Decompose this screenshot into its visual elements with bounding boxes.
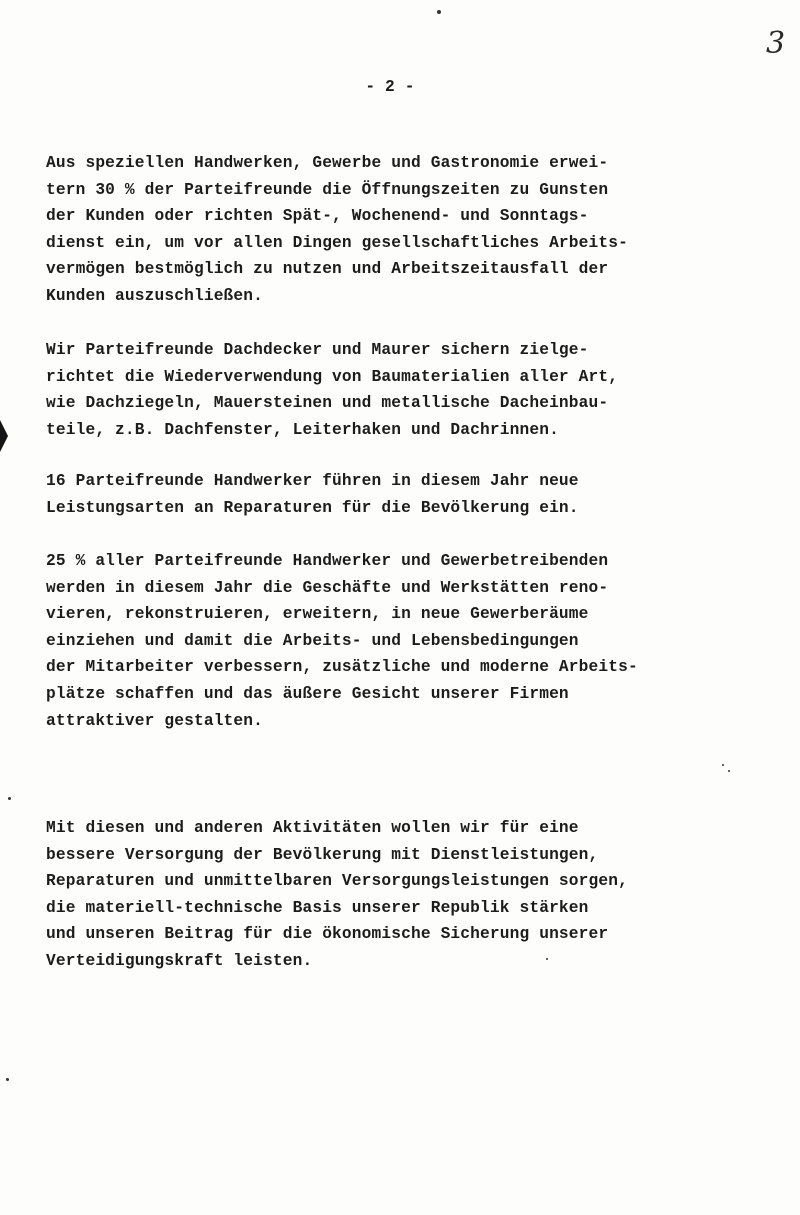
handwritten-page-number: 3 — [766, 26, 786, 61]
text-line: plätze schaffen und das äußere Gesicht unserer Firmen — [46, 684, 569, 703]
paragraph-renovation — [46, 548, 786, 734]
text-line: bessere Versorgung der Bevölkerung mit Dienstleistungen, — [46, 845, 599, 864]
text-line: die materiell-technische Basis unserer Republik stärken — [46, 898, 589, 917]
text-line: dienst ein, um vor allen Dingen gesellschaftliches Arbeits- — [46, 233, 628, 252]
page-number: - 2 - — [365, 78, 415, 96]
text-line: Verteidigungskraft leisten. — [46, 951, 313, 970]
text-line: Reparaturen und unmittelbaren Versorgungsleistungen sorgen, — [46, 872, 628, 891]
scan-speck — [728, 770, 730, 772]
text-line: der Mitarbeiter verbessern, zusätzliche und moderne Arbeits- — [46, 658, 638, 677]
paragraph-opening-hours — [46, 150, 786, 310]
scan-speck — [6, 1078, 9, 1081]
text-line: vieren, rekonstruieren, erweitern, in neue Gewerberäume — [46, 605, 589, 624]
paragraph-new-services — [46, 468, 786, 521]
text-line: und unseren Beitrag für die ökonomische Sicherung unserer — [46, 925, 609, 944]
text-line: attraktiver gestalten. — [46, 711, 264, 730]
text-line: Wir Parteifreunde Dachdecker und Maurer sichern zielge- — [46, 341, 589, 359]
paragraph-building-materials — [46, 337, 786, 443]
scan-speck — [437, 10, 441, 14]
text-line: Aus speziellen Handwerken, Gewerbe und Gastronomie erwei- — [46, 154, 609, 172]
text-line: Leistungsarten an Reparaturen für die Bevölkerung ein. — [46, 498, 579, 517]
paragraph-conclusion — [46, 815, 786, 975]
text-line: werden in diesem Jahr die Geschäfte und Werkstätten reno- — [46, 578, 609, 597]
text-line: tern 30 % der Parteifreunde die Öffnungszeiten zu Gunsten — [46, 180, 609, 199]
text-line: 16 Parteifreunde Handwerker führen in diesem Jahr neue — [46, 472, 579, 490]
text-line: Mit diesen und anderen Aktivitäten wollen wir für eine — [46, 819, 579, 837]
scan-speck — [8, 797, 11, 800]
text-line: richtet die Wiederverwendung von Baumaterialien aller Art, — [46, 367, 619, 386]
text-line: der Kunden oder richten Spät-, Wochenend- und Sonntags- — [46, 207, 589, 226]
text-line: Kunden auszuschließen. — [46, 286, 264, 305]
scan-speck — [722, 764, 724, 766]
text-line: teile, z.B. Dachfenster, Leiterhaken und Dachrinnen. — [46, 420, 559, 439]
text-line: vermögen bestmöglich zu nutzen und Arbeitszeitausfall der — [46, 260, 609, 279]
text-line: 25 % aller Parteifreunde Handwerker und Gewerbetreibenden — [46, 552, 609, 570]
text-line: einziehen und damit die Arbeits- und Lebensbedingungen — [46, 631, 579, 650]
binder-hole-mark — [0, 420, 8, 452]
text-line: wie Dachziegeln, Mauersteinen und metallische Dacheinbau- — [46, 394, 609, 413]
